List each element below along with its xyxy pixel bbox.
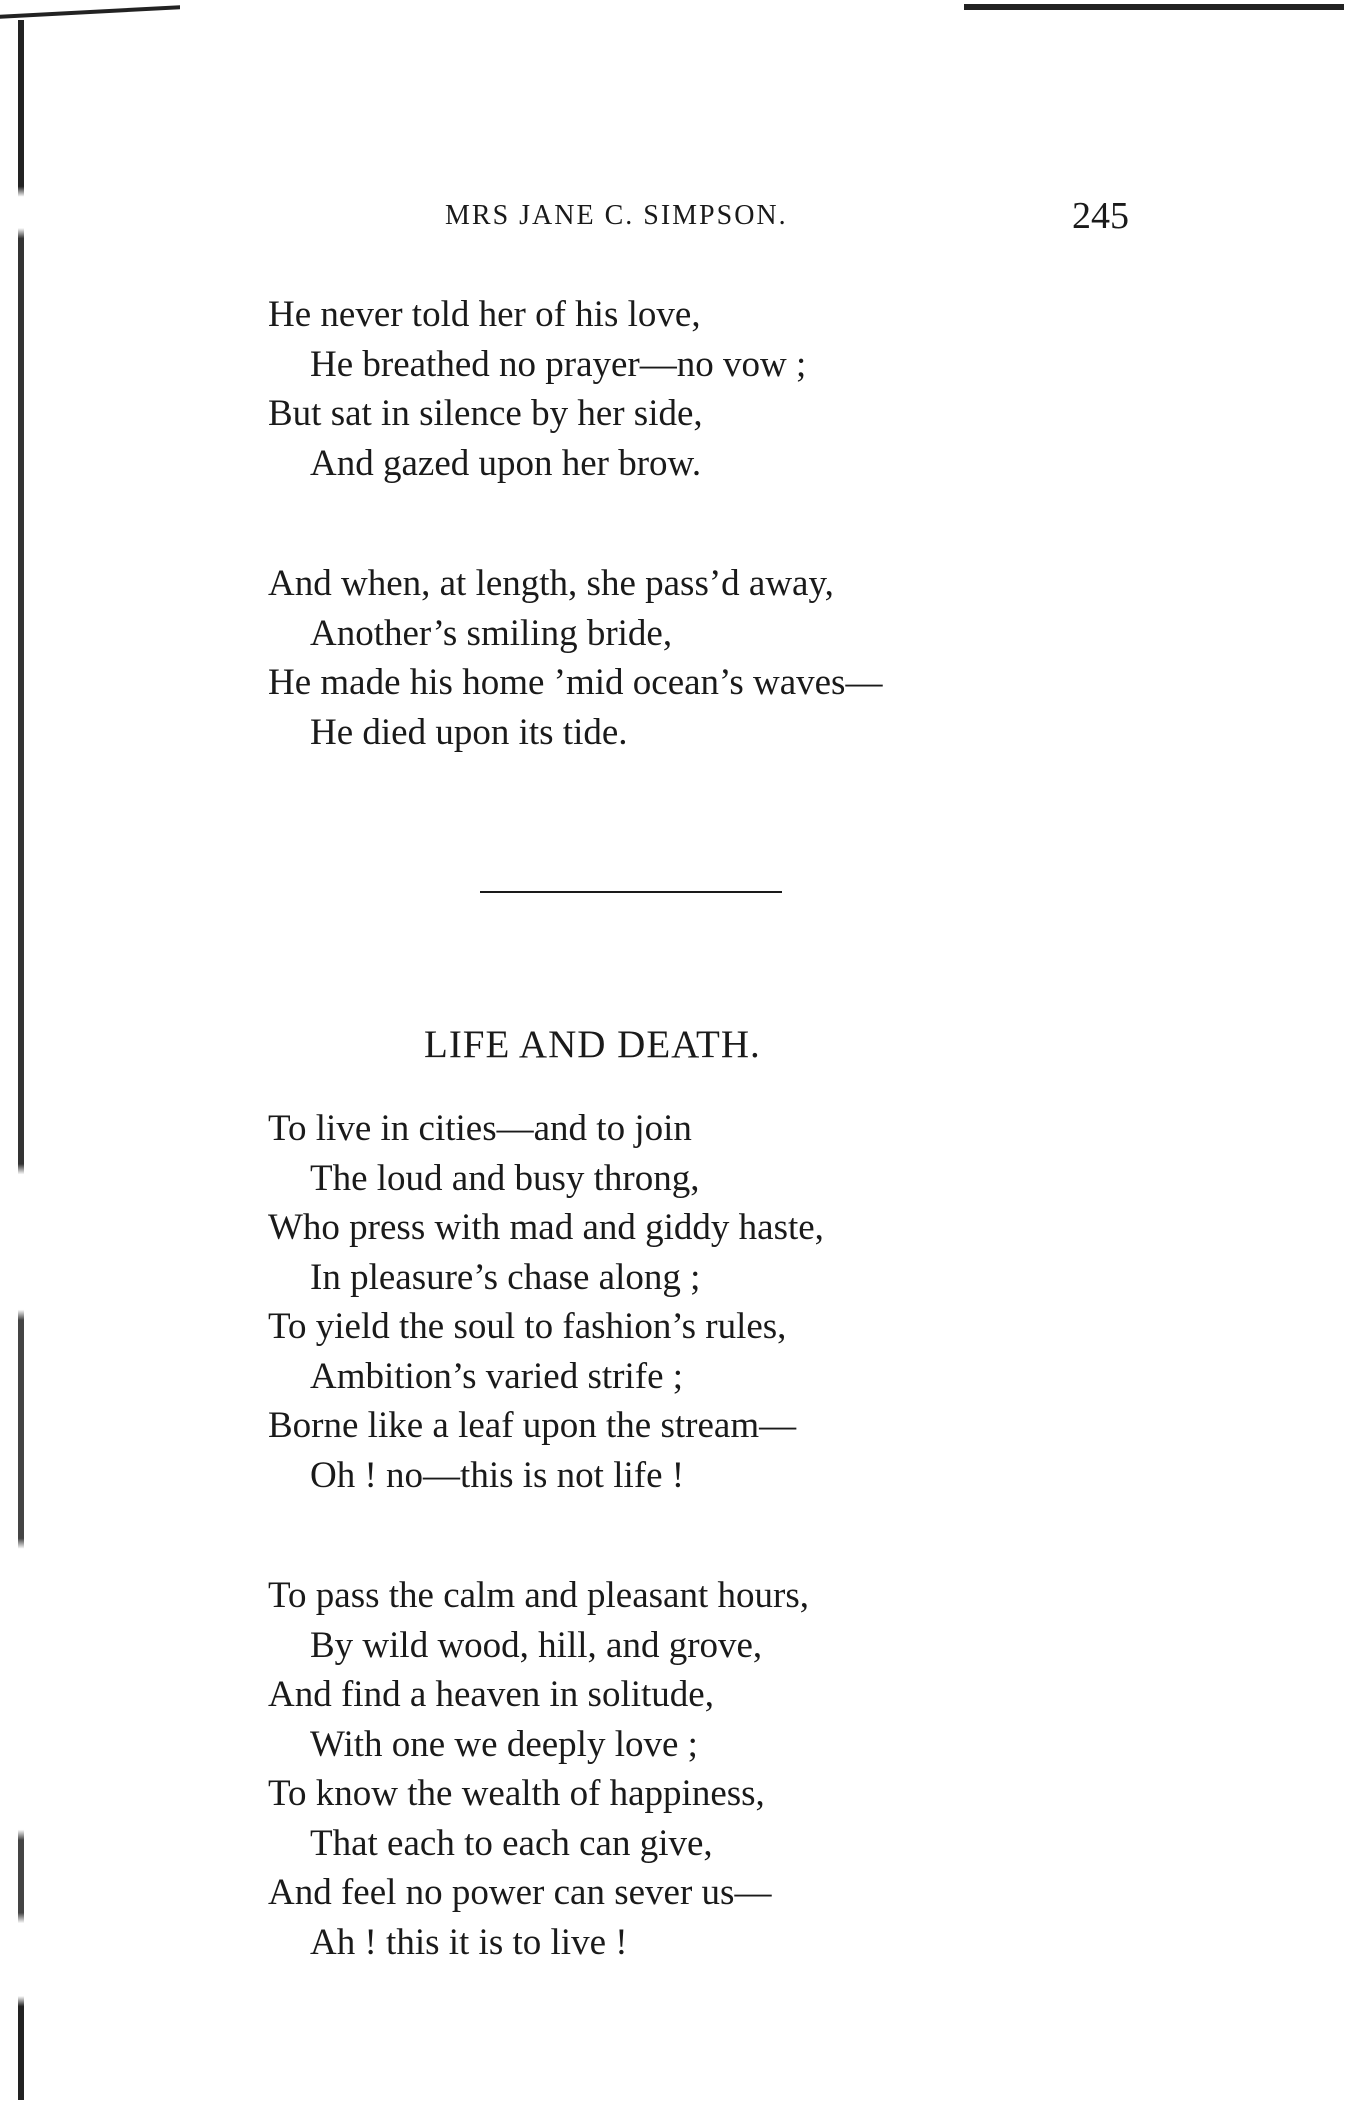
verse-line: With one we deeply love ; bbox=[310, 1723, 698, 1765]
verse-line: Ah ! this it is to live ! bbox=[310, 1921, 628, 1963]
verse-line: To live in cities—and to join bbox=[268, 1108, 692, 1149]
verse-line: Another’s smiling bride, bbox=[310, 612, 673, 654]
poem2-stanza-2 bbox=[268, 1571, 809, 1967]
verse-line: And feel no power can sever us— bbox=[268, 1872, 772, 1913]
verse-line: In pleasure’s chase along ; bbox=[310, 1256, 701, 1298]
verse-line: And find a heaven in solitude, bbox=[268, 1674, 714, 1715]
verse-line: He made his home ’mid ocean’s waves— bbox=[268, 662, 883, 703]
page-number: 245 bbox=[1072, 195, 1129, 237]
scan-artifact-left-margin bbox=[18, 20, 24, 2100]
verse-line: He breathed no prayer—no vow ; bbox=[310, 343, 807, 385]
verse-line: Borne like a leaf upon the stream— bbox=[268, 1405, 797, 1446]
poem1-stanza-2 bbox=[268, 559, 882, 757]
verse-line: That each to each can give, bbox=[310, 1822, 713, 1864]
verse-line: Ambition’s varied strife ; bbox=[310, 1355, 684, 1397]
verse-line: The loud and busy throng, bbox=[310, 1157, 700, 1199]
verse-line: To know the wealth of happiness, bbox=[268, 1773, 765, 1814]
poem-title: LIFE AND DEATH. bbox=[424, 1023, 761, 1066]
poem1-stanza-1 bbox=[268, 290, 806, 488]
verse-line: He died upon its tide. bbox=[310, 711, 628, 753]
verse-line: But sat in silence by her side, bbox=[268, 393, 703, 434]
scan-artifact-top-left bbox=[0, 5, 180, 48]
poem2-stanza-1 bbox=[268, 1104, 824, 1500]
verse-line: To yield the soul to fashion’s rules, bbox=[268, 1306, 787, 1347]
verse-line: And gazed upon her brow. bbox=[310, 442, 702, 484]
running-head: MRS JANE C. SIMPSON. bbox=[445, 200, 788, 231]
verse-line: Oh ! no—this is not life ! bbox=[310, 1454, 685, 1496]
section-divider bbox=[480, 891, 782, 893]
verse-line: And when, at length, she pass’d away, bbox=[268, 563, 834, 604]
verse-line: By wild wood, hill, and grove, bbox=[310, 1624, 763, 1666]
verse-line: To pass the calm and pleasant hours, bbox=[268, 1575, 809, 1616]
scan-artifact-top-right bbox=[964, 4, 1344, 10]
verse-line: He never told her of his love, bbox=[268, 294, 701, 335]
verse-line: Who press with mad and giddy haste, bbox=[268, 1207, 824, 1248]
